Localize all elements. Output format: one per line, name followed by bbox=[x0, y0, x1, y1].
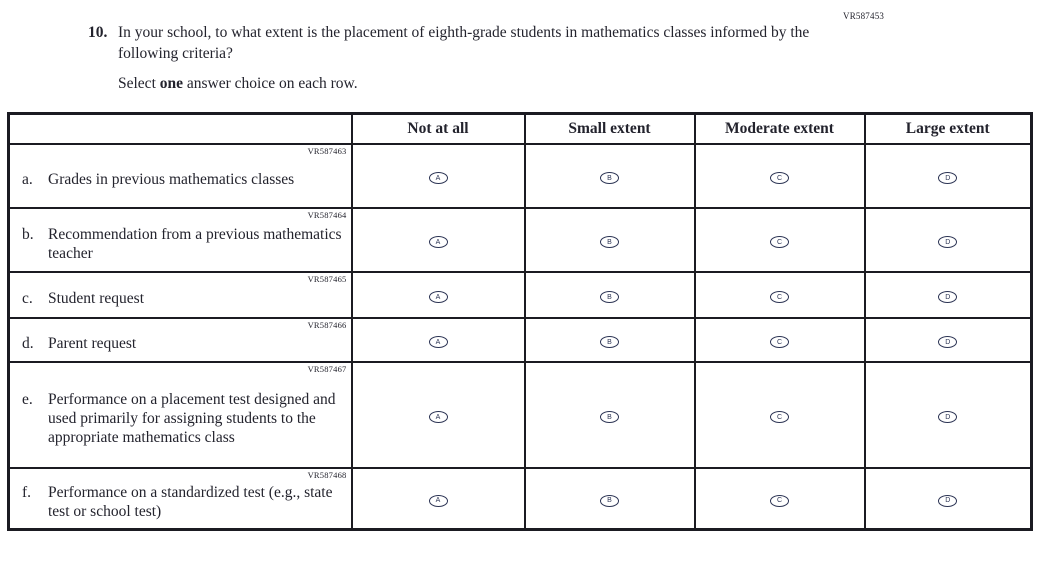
row-code: VR587467 bbox=[307, 363, 347, 374]
option-cell bbox=[865, 362, 1032, 468]
answer-bubble-d[interactable]: D bbox=[938, 236, 957, 248]
instruction-suffix: answer choice on each row. bbox=[183, 75, 358, 92]
question-block bbox=[88, 22, 828, 93]
criterion-cell bbox=[9, 362, 352, 468]
criterion-text: Recommendation from a previous mathematics teacher bbox=[48, 225, 342, 262]
option-cell bbox=[695, 318, 865, 362]
criterion-text: Parent request bbox=[48, 335, 137, 352]
option-cell bbox=[525, 144, 695, 208]
option-cell bbox=[865, 208, 1032, 272]
answer-bubble-a[interactable]: A bbox=[429, 411, 448, 423]
option-cell bbox=[352, 468, 525, 530]
option-cell bbox=[352, 144, 525, 208]
answer-bubble-d[interactable]: D bbox=[938, 172, 957, 184]
criterion-text: Performance on a standardized test (e.g., state test or school test) bbox=[48, 484, 333, 521]
answer-bubble-b[interactable]: B bbox=[600, 495, 619, 507]
row-letter: c. bbox=[22, 290, 33, 307]
row-letter: a. bbox=[22, 171, 33, 188]
answer-bubble-c[interactable]: C bbox=[770, 236, 789, 248]
row-letter: d. bbox=[22, 335, 34, 352]
option-cell bbox=[525, 208, 695, 272]
table-row-a bbox=[9, 144, 1032, 208]
criterion-cell bbox=[9, 468, 352, 530]
option-cell bbox=[695, 144, 865, 208]
table-row-c bbox=[9, 272, 1032, 318]
answer-bubble-c[interactable]: C bbox=[770, 411, 789, 423]
answer-bubble-b[interactable]: B bbox=[600, 291, 619, 303]
option-cell bbox=[695, 362, 865, 468]
answer-bubble-b[interactable]: B bbox=[600, 172, 619, 184]
form-code: VR587453 bbox=[843, 11, 885, 21]
option-cell bbox=[865, 144, 1032, 208]
criterion-text: Grades in previous mathematics classes bbox=[48, 171, 295, 188]
option-cell bbox=[352, 318, 525, 362]
question-text: In your school, to what extent is the placement of eighth-grade students in mathematics classes informed by the following criteria? bbox=[118, 24, 810, 62]
option-cell bbox=[525, 272, 695, 318]
row-code: VR587464 bbox=[307, 209, 347, 220]
answer-bubble-b[interactable]: B bbox=[600, 411, 619, 423]
option-cell bbox=[865, 468, 1032, 530]
criterion-text: Performance on a placement test designed and used primarily for assigning students to the appropriate mathematics class bbox=[48, 391, 336, 446]
row-code: VR587468 bbox=[307, 469, 347, 480]
answer-bubble-a[interactable]: A bbox=[429, 336, 448, 348]
answer-bubble-d[interactable]: D bbox=[938, 291, 957, 303]
answer-bubble-a[interactable]: A bbox=[429, 236, 448, 248]
instruction-prefix: Select bbox=[118, 75, 160, 92]
option-cell bbox=[352, 272, 525, 318]
column-header-moderate-extent: Moderate extent bbox=[695, 114, 865, 144]
answer-bubble-c[interactable]: C bbox=[770, 291, 789, 303]
option-cell bbox=[865, 272, 1032, 318]
answer-bubble-a[interactable]: A bbox=[429, 495, 448, 507]
option-cell bbox=[525, 362, 695, 468]
column-header-small-extent: Small extent bbox=[525, 114, 695, 144]
instruction-bold-word: one bbox=[159, 75, 183, 92]
column-header-not-at-all: Not at all bbox=[352, 114, 525, 144]
answer-matrix-table bbox=[7, 112, 1033, 531]
answer-bubble-d[interactable]: D bbox=[938, 495, 957, 507]
answer-bubble-d[interactable]: D bbox=[938, 411, 957, 423]
answer-bubble-a[interactable]: A bbox=[429, 291, 448, 303]
table-row-b bbox=[9, 208, 1032, 272]
question-number: 10. bbox=[88, 24, 108, 41]
answer-bubble-c[interactable]: C bbox=[770, 495, 789, 507]
answer-bubble-b[interactable]: B bbox=[600, 236, 619, 248]
question-instruction bbox=[118, 75, 828, 93]
row-letter: b. bbox=[22, 225, 34, 243]
criterion-cell bbox=[9, 318, 352, 362]
answer-bubble-c[interactable]: C bbox=[770, 172, 789, 184]
row-letter: e. bbox=[22, 391, 33, 408]
option-cell bbox=[695, 272, 865, 318]
criterion-cell bbox=[9, 208, 352, 272]
answer-bubble-d[interactable]: D bbox=[938, 336, 957, 348]
answer-bubble-b[interactable]: B bbox=[600, 336, 619, 348]
option-cell bbox=[525, 318, 695, 362]
option-cell bbox=[695, 468, 865, 530]
row-code: VR587466 bbox=[307, 319, 347, 330]
header-row bbox=[9, 114, 1032, 144]
table-row-d bbox=[9, 318, 1032, 362]
corner-cell bbox=[9, 114, 352, 144]
criterion-text: Student request bbox=[48, 290, 144, 307]
option-cell bbox=[695, 208, 865, 272]
row-code: VR587465 bbox=[307, 273, 347, 284]
row-code: VR587463 bbox=[307, 145, 347, 156]
table-row-f bbox=[9, 468, 1032, 530]
criterion-cell bbox=[9, 272, 352, 318]
row-letter: f. bbox=[22, 484, 32, 502]
criterion-cell bbox=[9, 144, 352, 208]
column-header-large-extent: Large extent bbox=[865, 114, 1032, 144]
table-row-e bbox=[9, 362, 1032, 468]
answer-bubble-c[interactable]: C bbox=[770, 336, 789, 348]
option-cell bbox=[352, 362, 525, 468]
option-cell bbox=[525, 468, 695, 530]
option-cell bbox=[865, 318, 1032, 362]
option-cell bbox=[352, 208, 525, 272]
answer-bubble-a[interactable]: A bbox=[429, 172, 448, 184]
